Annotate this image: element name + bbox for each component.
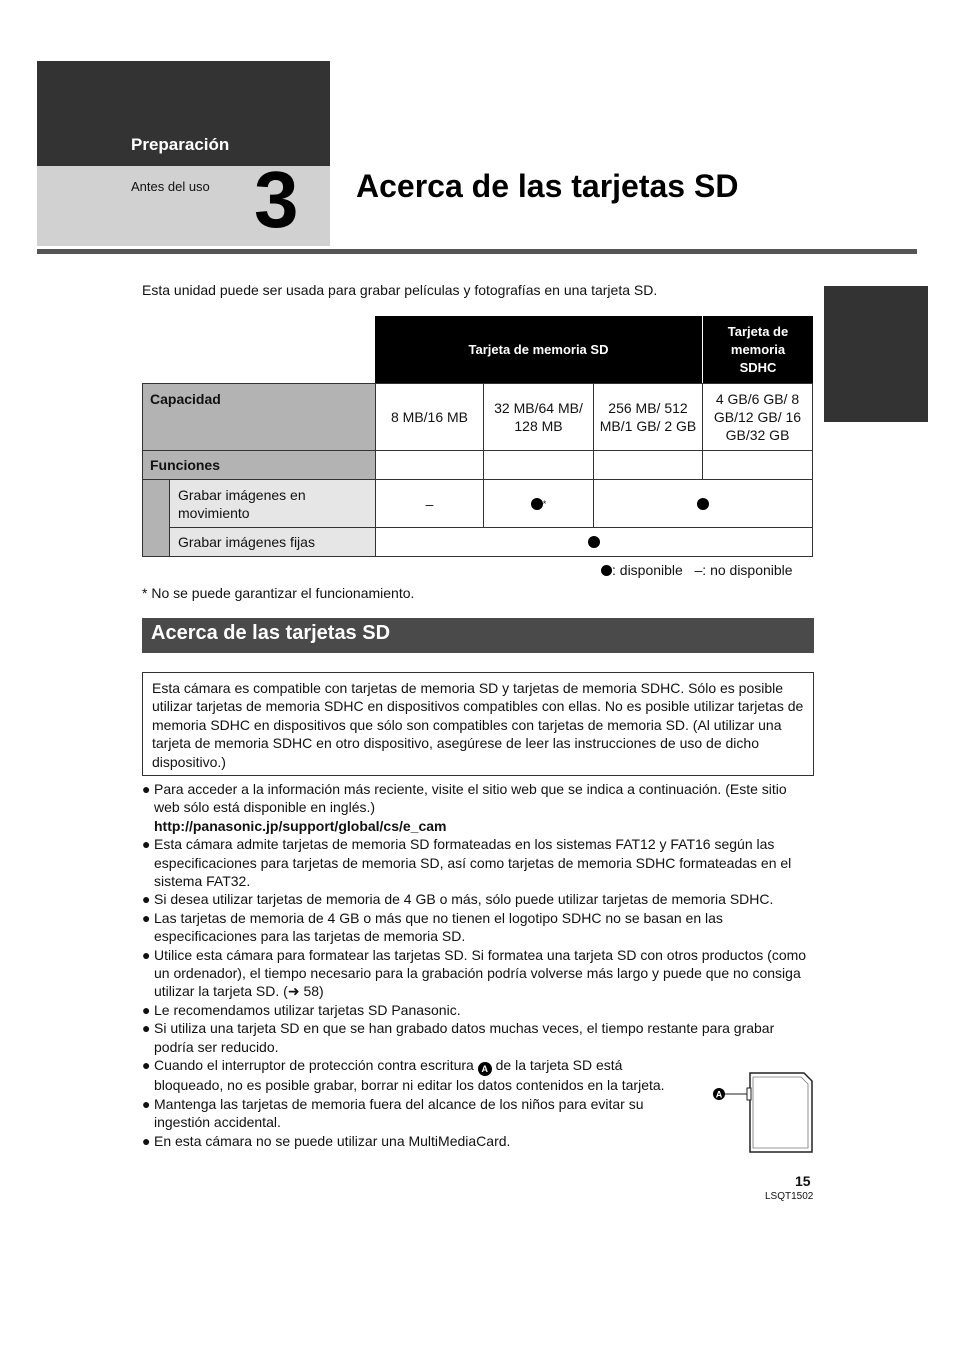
functions-indent	[142, 479, 170, 557]
bullet-text: Le recomendamos utilizar tarjetas SD Panasonic.	[154, 1001, 461, 1018]
legend	[601, 562, 793, 578]
chapter-number: 3	[254, 155, 299, 244]
sd-card-outline	[750, 1073, 812, 1152]
callout-a-icon: A	[478, 1062, 492, 1076]
bullet-text: Si desea utilizar tarjetas de memoria de 4 GB o más, sólo puede utilizar tarjetas de memoria SDHC.	[154, 891, 774, 908]
empty-cell	[593, 450, 703, 480]
available-cell	[593, 479, 813, 528]
col-header-sdhc: Tarjeta de memoria SDHC	[702, 316, 813, 383]
row-label-movies: Grabar imágenes en movimiento	[169, 479, 376, 528]
bullet-icon: ●	[142, 1095, 151, 1112]
capacity-cell: 8 MB/16 MB	[375, 383, 484, 451]
subsection-label: Antes del uso	[131, 179, 210, 194]
capacity-cell: 4 GB/6 GB/ 8 GB/12 GB/ 16 GB/32 GB	[702, 383, 813, 451]
section-heading: Acerca de las tarjetas SD	[151, 622, 391, 644]
empty-cell	[702, 450, 813, 480]
available-cell	[375, 527, 813, 557]
footnote: * No se puede garantizar el funcionamiento.	[142, 585, 415, 601]
empty-cell	[375, 450, 484, 480]
bullet-text: Las tarjetas de memoria de 4 GB o más que no tienen el logotipo SDHC no se basan en las especificaciones para las tarjetas de memoria SD.	[154, 909, 723, 945]
page-number: 15	[795, 1173, 811, 1189]
page-title: Acerca de las tarjetas SD	[356, 168, 739, 204]
list-item	[142, 1001, 814, 1019]
bullet-icon: ●	[142, 836, 151, 853]
document-code: LSQT1502	[765, 1191, 814, 1202]
legend-not-available: –: no disponible	[694, 562, 793, 578]
note-box: Esta cámara es compatible con tarjetas de memoria SD y tarjetas de memoria SDHC. Sólo es posible utilizar tarjetas de memoria SDHC en dispositivos compatibles con ellas. No es posible utilizar tarjetas de memoria SDHC en dispositivos que sólo son compatibles con tarjetas de memoria SD. (Al utilizar una tarjeta de memoria SDHC en otro dispositivo, asegúrese de leer las instrucciones de uso de dicho dispositivo.)	[142, 672, 814, 776]
col-header-sd: Tarjeta de memoria SD	[375, 316, 702, 383]
callout-a-label: A	[715, 1089, 723, 1100]
bullet-icon: ●	[142, 1132, 151, 1149]
bullet-icon: ●	[142, 909, 151, 926]
bullet-icon: ●	[142, 781, 151, 797]
intro-text: Esta unidad puede ser usada para grabar películas y fotografías en una tarjeta SD.	[142, 282, 658, 298]
bullet-text: Para acceder a la información más reciente, visite el sitio web que se indica a continuación. (Este sitio web sólo está disponible en inglés.)	[154, 781, 787, 816]
not-available-mark: –	[375, 479, 484, 528]
bullet-text: Si utiliza una tarjeta SD en que se han grabado datos muchas veces, el tiempo restante para grabar podría ser reducido.	[154, 1020, 775, 1055]
available-dot-icon	[601, 565, 612, 576]
bullet-text: Cuando el interruptor de protección contra escritura	[154, 1057, 474, 1074]
available-dot-icon	[588, 536, 600, 548]
bullet-text: En esta cámara no se puede utilizar una MultiMediaCard.	[154, 1132, 511, 1149]
row-label-functions: Funciones	[142, 450, 376, 480]
row-label-stills: Grabar imágenes fijas	[169, 527, 376, 557]
bullet-text: Esta cámara admite tarjetas de memoria SD formateadas en los sistemas FAT12 y FAT16 según las especificaciones para tarjetas de memoria SD, así como tarjetas de memoria SDHC formateadas en el sistema FAT32.	[154, 836, 792, 890]
list-item	[142, 890, 814, 908]
list-item	[142, 909, 814, 946]
row-label-capacity: Capacidad	[142, 383, 376, 451]
bullet-icon: ●	[142, 1001, 151, 1018]
list-item	[142, 1056, 694, 1095]
list-item	[142, 1095, 694, 1132]
list-item	[142, 780, 814, 835]
bullet-text: Utilice esta cámara para formatear las tarjetas SD. Si formatea una tarjeta SD con otros productos (como un ordenador), el tiempo necesario para la grabación podría volverse más largo y puede que no consiga utilizar la tarjeta SD. (➜ 58)	[154, 946, 807, 1000]
legend-available: : disponible	[612, 562, 683, 578]
section-label: Preparación	[131, 135, 230, 154]
sd-card-illustration	[710, 1068, 816, 1158]
available-dot-icon	[531, 498, 543, 510]
available-dot-icon	[697, 498, 709, 510]
list-item	[142, 946, 814, 1001]
bullet-text: Mantenga las tarjetas de memoria fuera del alcance de los niños para evitar su ingestión accidental.	[154, 1095, 644, 1131]
asterisk-mark: *	[542, 498, 547, 509]
title-rule	[37, 249, 917, 254]
available-conditional-cell	[483, 479, 594, 528]
capacity-cell: 256 MB/ 512 MB/1 GB/ 2 GB	[593, 383, 703, 451]
bullet-text: de la tarjeta SD está bloqueado, no es posible grabar, borrar ni editar los datos contenidos en la tarjeta.	[154, 1057, 665, 1094]
side-tab	[824, 286, 928, 422]
capacity-cell: 32 MB/64 MB/ 128 MB	[483, 383, 594, 451]
bullet-icon: ●	[142, 891, 151, 908]
list-item	[142, 835, 814, 890]
bullet-icon: ●	[142, 946, 151, 963]
list-item	[142, 1019, 814, 1056]
write-protect-switch	[747, 1088, 751, 1100]
empty-cell	[483, 450, 594, 480]
support-url-link[interactable]: http://panasonic.jp/support/global/cs/e_cam	[154, 817, 447, 834]
bullet-icon: ●	[142, 1020, 151, 1037]
bullet-icon: ●	[142, 1057, 151, 1074]
